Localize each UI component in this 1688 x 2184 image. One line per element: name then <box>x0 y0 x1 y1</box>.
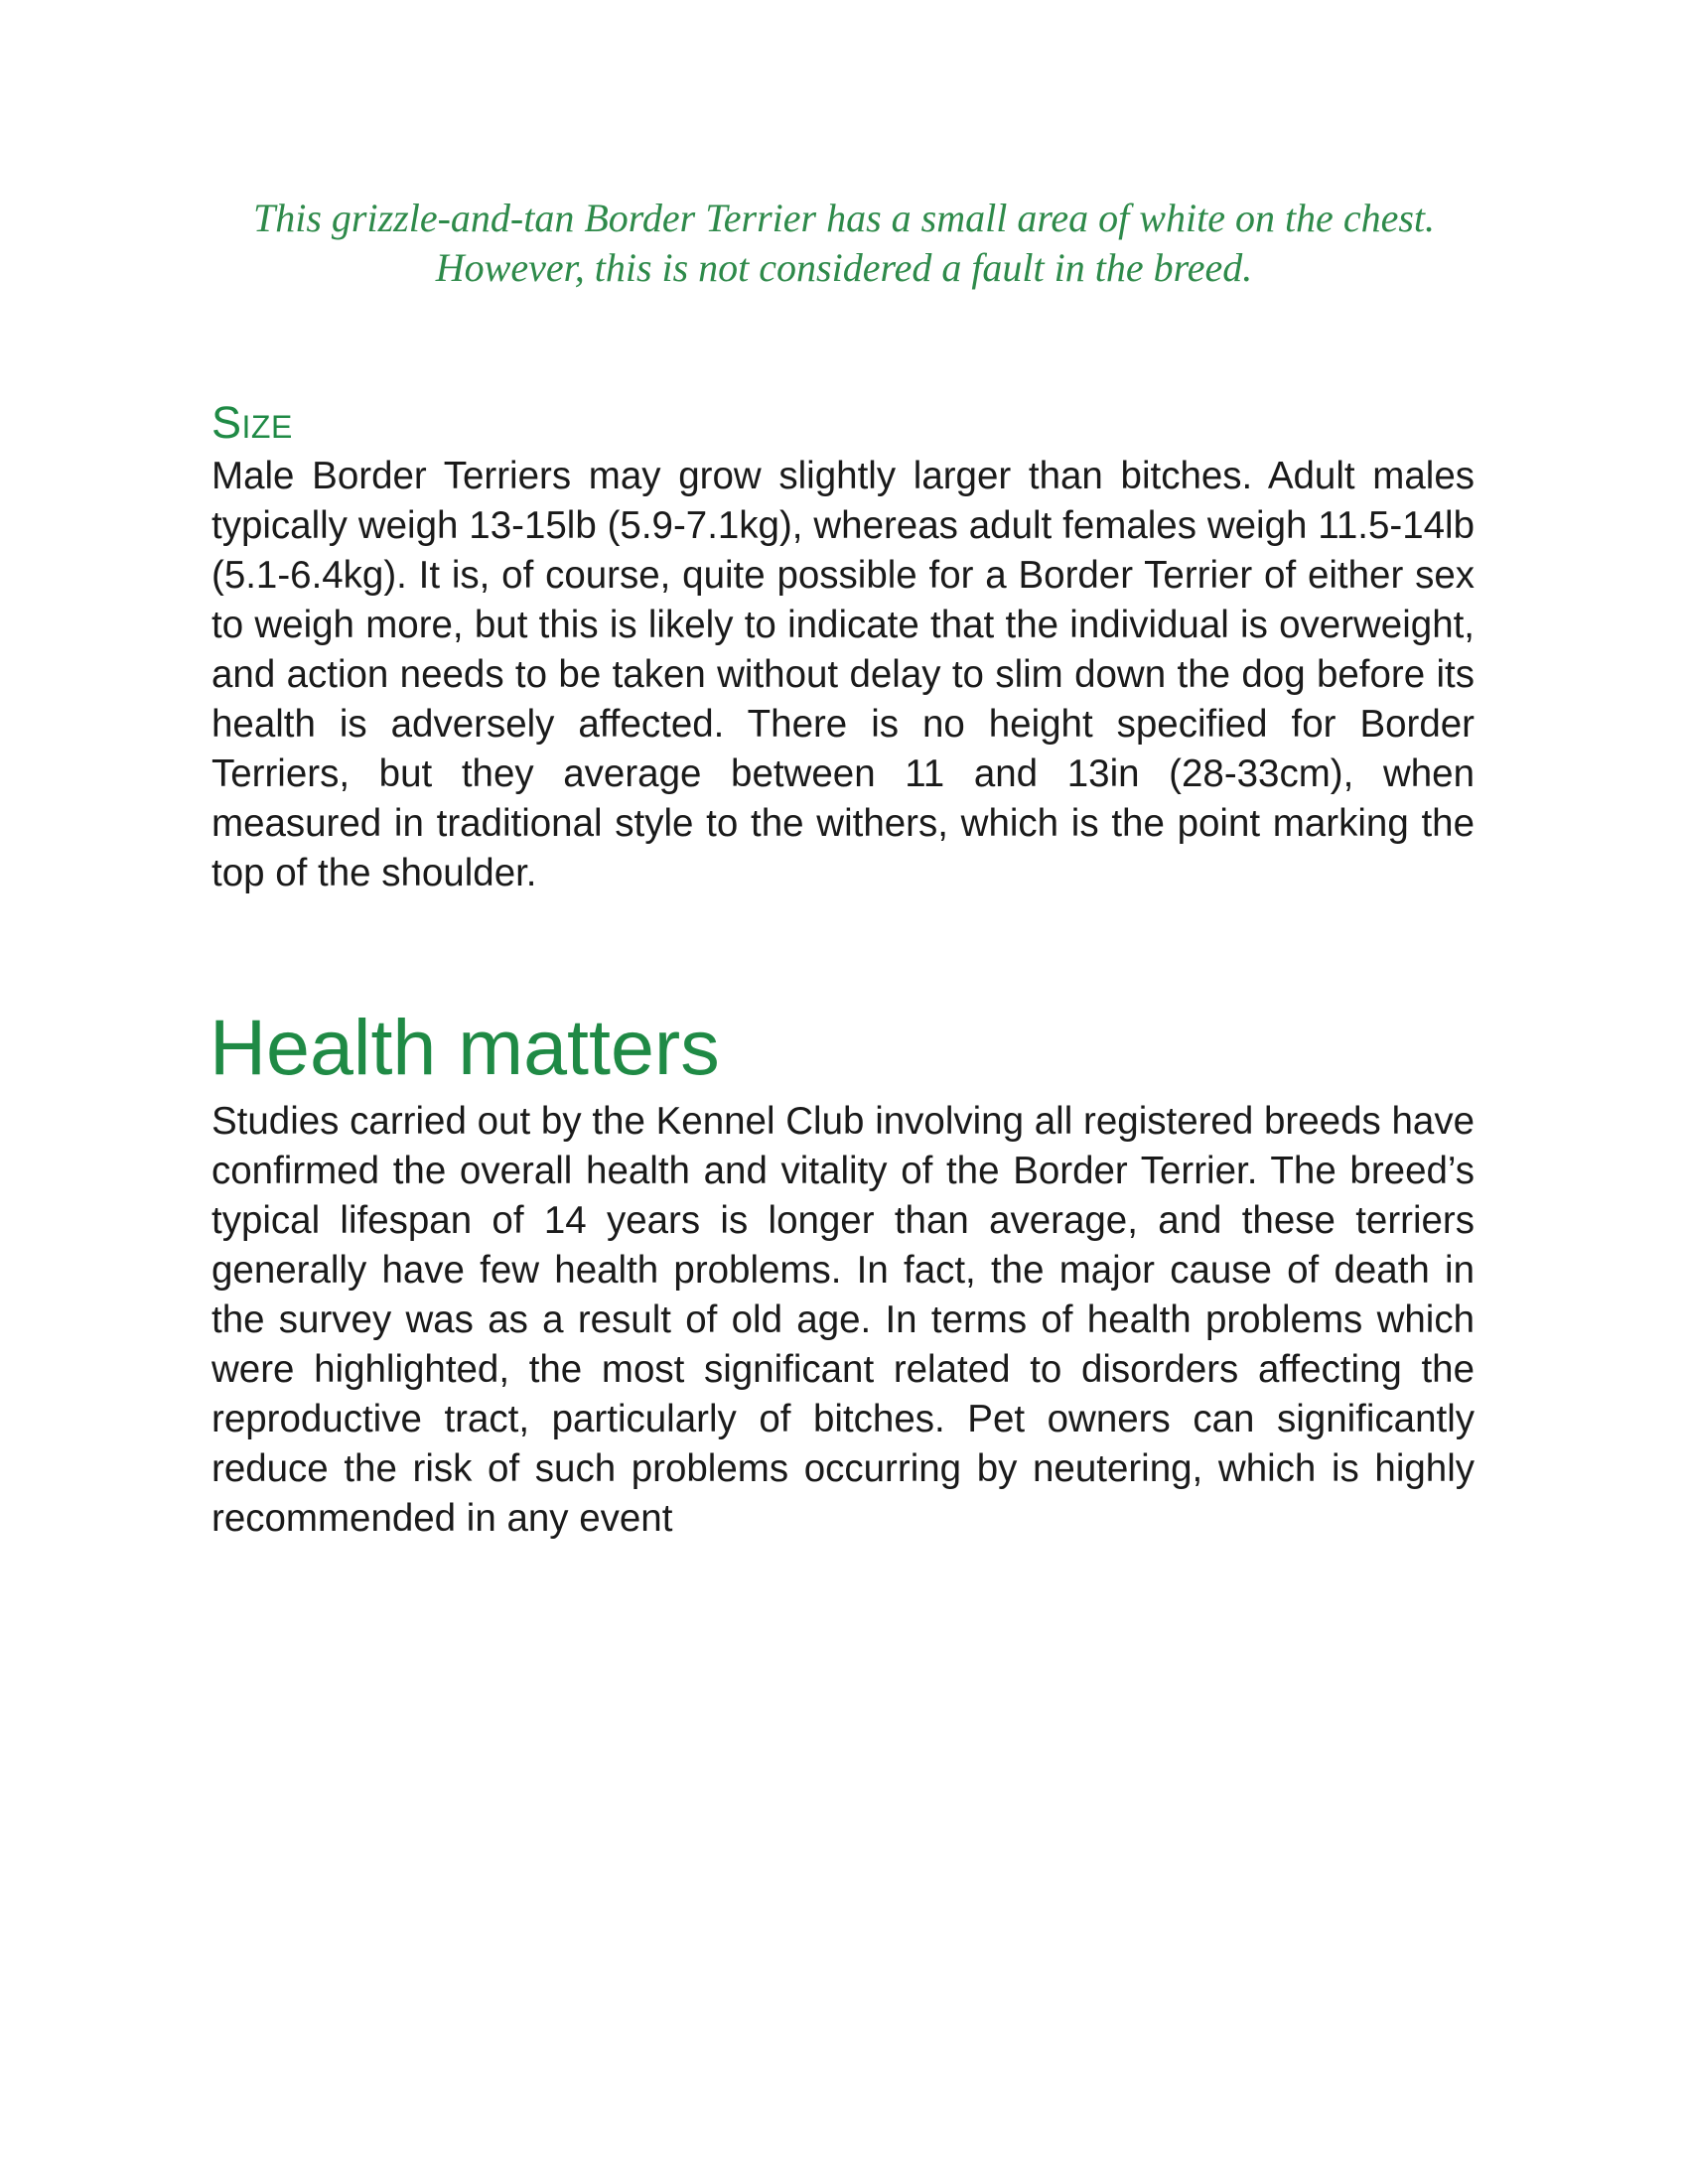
health-section-heading: Health matters <box>210 1003 720 1091</box>
size-section-body: Male Border Terriers may grow slightly larger than bitches. Adult males typically weigh 13-15lb (5.9-7.1kg), whereas adult females weigh 11.5-14lb (5.1-6.4kg). It is, of course, quite possible for a Border Terrier of either sex to weigh more, but this is likely to indicate that the individual is overweight, and action needs to be taken without delay to slim down the dog before its health is adversely affected. There is no height specified for Border Terriers, but they average between 11 and 13in (28-33cm), when measured in traditional style to the withers, which is the point marking the top of the shoulder. <box>211 455 1475 894</box>
health-section-body: Studies carried out by the Kennel Club involving all registered breeds have confirmed the overall health and vitality of the Border Terrier. The breed’s typical lifespan of 14 years is longer than average, and these terriers generally have few health problems. In fact, the major cause of death in the survey was as a result of old age. In terms of health problems which were highlighted, the most significant related to disorders affecting the reproductive tract, particularly of bitches. Pet owners can significantly reduce the risk of such problems occurring by neutering, which is highly recommended in any event <box>211 1100 1475 1540</box>
caption-line-2: However, this is not considered a fault in the breed. <box>435 245 1253 290</box>
photo-caption <box>149 194 1539 293</box>
size-section-heading: Size <box>211 397 293 448</box>
caption-line-1: This grizzle-and-tan Border Terrier has a small area of white on the chest. <box>253 196 1435 240</box>
